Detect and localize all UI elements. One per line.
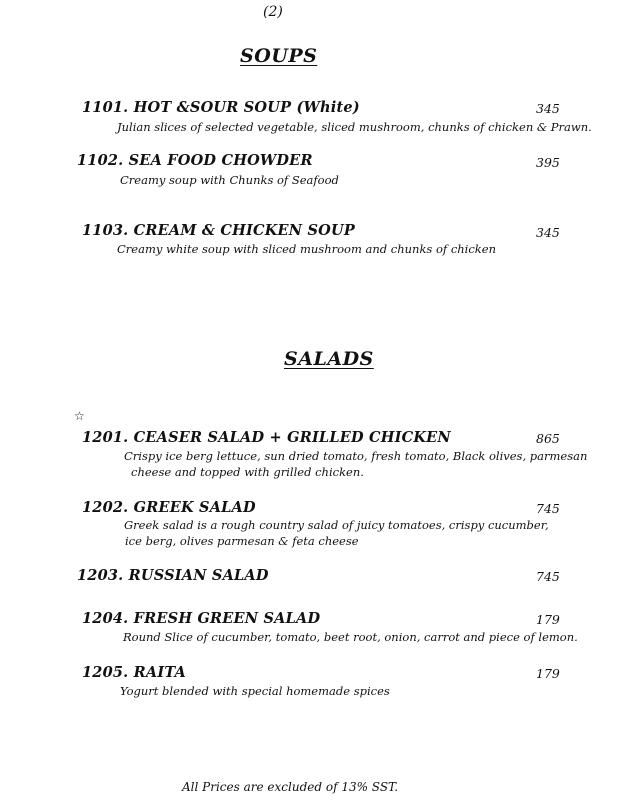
item-code: 1102. — [77, 152, 124, 169]
footer-note: All Prices are excluded of 13% SST. — [182, 780, 399, 794]
item-code: 1103. — [82, 222, 129, 239]
star-icon: ☆ — [74, 409, 85, 423]
item-name: GREEK SALAD — [133, 499, 256, 516]
item-description: Round Slice of cucumber, tomato, beet root, onion, carrot and piece of lemon. — [123, 630, 578, 644]
item-code: 1202. — [82, 499, 129, 516]
item-description: Julian slices of selected vegetable, sliced mushroom, chunks of chicken & Prawn. — [117, 120, 592, 134]
item-code: 1205. — [82, 664, 129, 681]
item-description-line2: cheese and topped with grilled chicken. — [131, 465, 364, 479]
item-code: 1203. — [77, 567, 124, 584]
item-price: 865 — [536, 431, 560, 446]
item-price: 745 — [536, 501, 560, 516]
item-description: Creamy soup with Chunks of Seafood — [120, 173, 339, 187]
item-description: Yogurt blended with special homemade spices — [120, 684, 390, 698]
item-price: 745 — [536, 569, 560, 584]
item-name: CREAM & CHICKEN SOUP — [133, 222, 355, 239]
item-name: SEA FOOD CHOWDER — [128, 152, 313, 169]
item-name: RUSSIAN SALAD — [128, 567, 269, 584]
item-name: HOT &SOUR SOUP (White) — [133, 99, 360, 116]
item-name: RAITA — [133, 664, 186, 681]
item-code: 1204. — [82, 610, 129, 627]
item-name: CEASER SALAD + GRILLED CHICKEN — [133, 429, 451, 446]
item-description-line2: ice berg, olives parmesan & feta cheese — [125, 534, 359, 548]
page-number: (2) — [263, 4, 283, 20]
item-code: 1201. — [82, 429, 129, 446]
item-description: Creamy white soup with sliced mushroom and chunks of chicken — [117, 242, 496, 256]
item-price: 345 — [536, 101, 560, 116]
item-price: 395 — [536, 155, 560, 170]
item-code: 1101. — [82, 99, 129, 116]
item-description: Crispy ice berg lettuce, sun dried tomato, fresh tomato, Black olives, parmesan — [124, 449, 588, 463]
item-price: 345 — [536, 225, 560, 240]
item-name: FRESH GREEN SALAD — [133, 610, 321, 627]
section-title-salads: SALADS — [284, 348, 374, 370]
item-description: Greek salad is a rough country salad of juicy tomatoes, crispy cucumber, — [124, 518, 549, 532]
section-title-soups: SOUPS — [240, 45, 318, 67]
item-price: 179 — [536, 666, 560, 681]
item-price: 179 — [536, 612, 560, 627]
